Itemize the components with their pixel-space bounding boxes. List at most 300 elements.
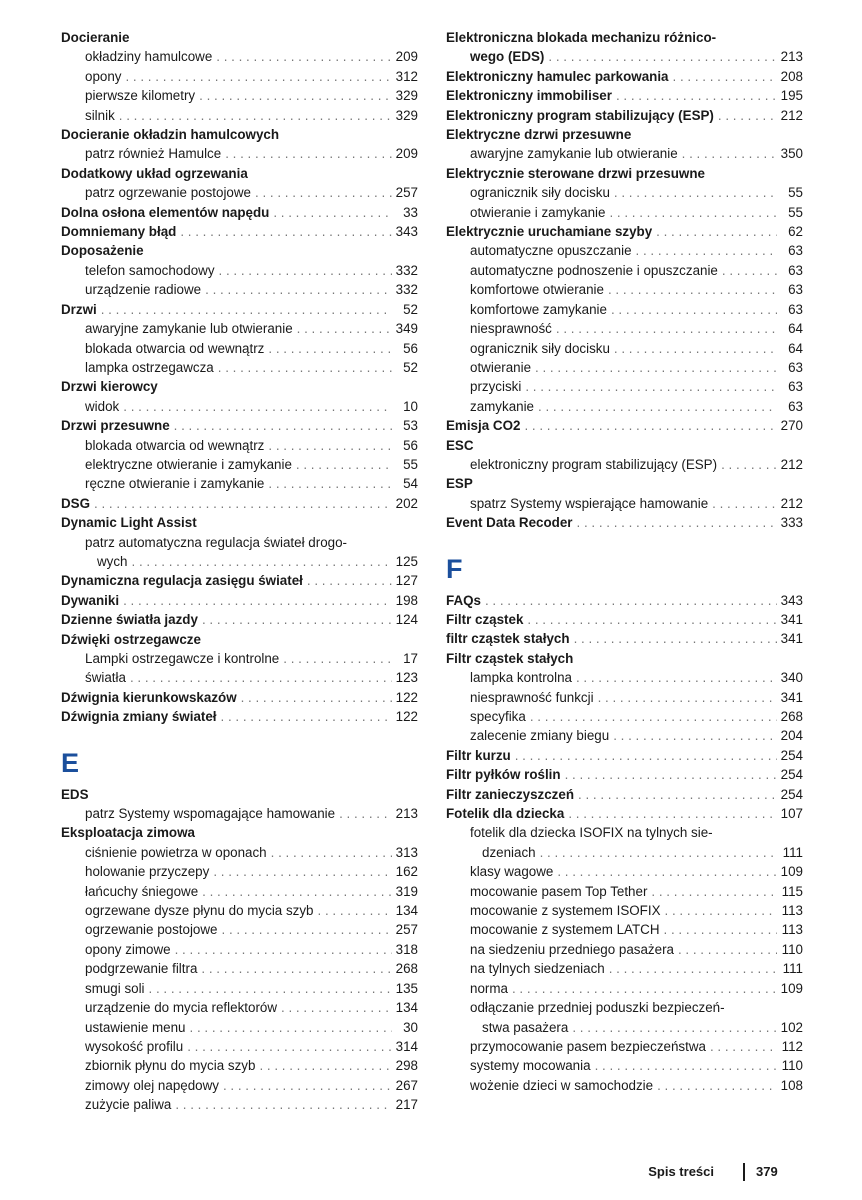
dot-leader: [578, 785, 777, 804]
index-entry: [446, 47, 803, 66]
dot-leader: [657, 1076, 777, 1095]
dot-leader: [241, 688, 392, 707]
dot-leader: [656, 222, 777, 241]
dot-leader: [608, 280, 777, 299]
entry-text: okładziny hamulcowe: [85, 49, 213, 65]
dot-leader: [565, 765, 777, 784]
index-subentry: [61, 1037, 418, 1056]
entry-text: na siedzeniu przedniego pasażera: [470, 941, 674, 957]
dot-leader: [712, 494, 777, 513]
entry-page-number: 212: [780, 107, 803, 123]
entry-text: blokada otwarcia od wewnątrz: [85, 437, 265, 453]
entry-page-number: 112: [781, 1038, 803, 1054]
index-entry: [61, 630, 418, 649]
entry-text: spatrz Systemy wspierające hamowanie: [470, 495, 709, 511]
index-column-left: [61, 28, 418, 1115]
entry-text: Filtr cząstek: [446, 611, 524, 627]
dot-leader: [535, 358, 777, 377]
dot-leader: [540, 843, 777, 862]
entry-text: Event Data Recoder: [446, 515, 573, 531]
entry-page-number: 134: [395, 1000, 418, 1016]
entry-text: Dźwignia zmiany świateł: [61, 709, 217, 725]
entry-text: systemy mocowania: [470, 1058, 591, 1074]
entry-page-number: 55: [788, 185, 803, 201]
index-subentry: [61, 843, 418, 862]
entry-page-number: 319: [395, 883, 418, 899]
index-entry: [446, 125, 803, 144]
index-entry: [61, 377, 418, 396]
entry-text: komfortowe otwieranie: [470, 282, 604, 298]
entry-page-number: 124: [395, 612, 418, 628]
entry-page-number: 111: [782, 961, 803, 977]
dot-leader: [616, 86, 777, 105]
dot-leader: [524, 416, 776, 435]
entry-page-number: 63: [788, 243, 803, 259]
entry-text: smugi soli: [85, 980, 145, 996]
dot-leader: [180, 222, 391, 241]
dot-leader: [538, 397, 777, 416]
dot-leader: [101, 300, 392, 319]
index-subentry: [446, 397, 803, 416]
dot-leader: [273, 203, 392, 222]
entry-page-number: 343: [780, 592, 803, 608]
entry-text: Filtr kurzu: [446, 747, 511, 763]
entry-page-number: 134: [395, 903, 418, 919]
index-subentry: [61, 86, 418, 105]
index-subentry: [446, 1037, 803, 1056]
dot-leader: [576, 668, 777, 687]
entry-text: automatyczne opuszczanie: [470, 243, 632, 259]
entry-page-number: 113: [781, 922, 803, 938]
index-subentry: [61, 358, 418, 377]
dot-leader: [665, 901, 778, 920]
dot-leader: [614, 183, 777, 202]
entry-page-number: 204: [780, 728, 803, 744]
index-subentry: [446, 339, 803, 358]
index-subentry: [446, 668, 803, 687]
entry-text: Drzwi kierowcy: [61, 379, 158, 395]
entry-page-number: 254: [780, 767, 803, 783]
entry-page-number: 208: [780, 68, 803, 84]
dot-leader: [515, 746, 777, 765]
entry-text: Dodatkowy układ ogrzewania: [61, 165, 248, 181]
dot-leader: [268, 339, 392, 358]
section-letter: E: [61, 747, 80, 778]
index-subentry: [446, 319, 803, 338]
section-letter: F: [446, 553, 463, 584]
entry-page-number: 127: [395, 573, 418, 589]
dot-leader: [225, 144, 391, 163]
dot-leader: [201, 959, 391, 978]
entry-text: wych: [97, 553, 128, 569]
index-subentry: [446, 280, 803, 299]
dot-leader: [595, 1056, 777, 1075]
index-entry: [61, 513, 418, 532]
index-entry: [61, 241, 418, 260]
index-subentry: [61, 804, 418, 823]
index-subentry: [446, 726, 803, 745]
entry-page-number: 54: [403, 476, 418, 492]
dot-leader: [255, 183, 392, 202]
index-subentry: [61, 339, 418, 358]
dot-leader: [221, 707, 392, 726]
index-entry: [446, 629, 803, 648]
index-subentry: [61, 920, 418, 939]
index-entry: [446, 513, 803, 532]
entry-page-number: 209: [395, 49, 418, 65]
entry-text: awaryjne zamykanie lub otwieranie: [85, 321, 293, 337]
entry-text: niesprawność: [470, 321, 552, 337]
entry-text: Dywaniki: [61, 592, 120, 608]
index-entry: [446, 765, 803, 784]
dot-leader: [598, 688, 777, 707]
entry-text: Elektroniczny program stabilizujący (ESP): [446, 107, 714, 123]
dot-leader: [548, 47, 776, 66]
entry-text: ogrzewane dysze płynu do mycia szyb: [85, 903, 314, 919]
entry-text: zimowy olej napędowy: [85, 1077, 219, 1093]
entry-page-number: 56: [403, 437, 418, 453]
entry-page-number: 111: [782, 844, 803, 860]
index-subentry: [61, 261, 418, 280]
index-subentry: [61, 862, 418, 881]
entry-text: awaryjne zamykanie lub otwieranie: [470, 146, 678, 162]
entry-page-number: 56: [403, 340, 418, 356]
dot-leader: [512, 979, 777, 998]
dot-leader: [125, 67, 391, 86]
entry-page-number: 110: [781, 941, 803, 957]
entry-page-number: 63: [788, 359, 803, 375]
entry-page-number: 350: [780, 146, 803, 162]
index-entry: [446, 610, 803, 629]
entry-text: Docieranie okładzin hamulcowych: [61, 127, 280, 143]
entry-page-number: 63: [788, 301, 803, 317]
entry-text: lampka kontrolna: [470, 670, 572, 686]
entry-page-number: 341: [780, 611, 803, 627]
index-subentry: [61, 998, 418, 1017]
entry-page-number: 318: [395, 941, 418, 957]
entry-text: EDS: [61, 786, 89, 802]
entry-text: ręczne otwieranie i zamykanie: [85, 476, 265, 492]
index-subentry: [61, 668, 418, 687]
index-subentry: [61, 979, 418, 998]
entry-text: odłączanie przedniej poduszki bezpieczeń-: [470, 1000, 725, 1016]
dot-leader: [281, 998, 392, 1017]
index-subentry: [61, 1018, 418, 1037]
entry-text: pierwsze kilometry: [85, 88, 196, 104]
entry-text: zbiornik płynu do mycia szyb: [85, 1058, 256, 1074]
dot-leader: [556, 319, 777, 338]
index-subentry: [61, 649, 418, 668]
index-entry: [446, 164, 803, 183]
dot-leader: [213, 862, 391, 881]
entry-page-number: 63: [788, 262, 803, 278]
entry-page-number: 254: [780, 747, 803, 763]
index-subentry: [446, 144, 803, 163]
entry-text: niesprawność funkcji: [470, 689, 594, 705]
entry-text: dzeniach: [482, 844, 536, 860]
entry-page-number: 125: [395, 553, 418, 569]
index-subentry: [61, 1056, 418, 1075]
entry-page-number: 52: [403, 359, 418, 375]
dot-leader: [174, 416, 392, 435]
dot-leader: [222, 920, 392, 939]
page-footer: [0, 1163, 862, 1185]
entry-page-number: 53: [403, 418, 418, 434]
entry-text: otwieranie i zamykanie: [470, 204, 606, 220]
entry-text: Elektrycznie sterowane drzwi przesuwne: [446, 165, 705, 181]
dot-leader: [613, 726, 776, 745]
entry-page-number: 198: [395, 592, 418, 608]
entry-page-number: 212: [780, 495, 803, 511]
dot-leader: [651, 882, 777, 901]
entry-text: widok: [85, 398, 120, 414]
entry-text: Fotelik dla dziecka: [446, 806, 565, 822]
entry-text: Dynamic Light Assist: [61, 515, 197, 531]
entry-page-number: 102: [780, 1019, 803, 1035]
entry-page-number: 122: [395, 709, 418, 725]
entry-page-number: 313: [395, 844, 418, 860]
dot-leader: [202, 882, 392, 901]
entry-page-number: 267: [395, 1077, 418, 1093]
entry-text: specyfika: [470, 709, 526, 724]
index-entry: [61, 571, 418, 590]
index-subentry: [446, 261, 803, 280]
dot-leader: [94, 494, 392, 513]
index-entry: [446, 86, 803, 105]
index-subentry: [61, 397, 418, 416]
entry-text: patrz Systemy wspomagające hamowanie: [85, 806, 336, 822]
dot-leader: [557, 862, 776, 881]
entry-text: łańcuchy śniegowe: [85, 883, 199, 899]
entry-text: Dźwięki ostrzegawcze: [61, 631, 201, 647]
entry-text: Dolna osłona elementów napędu: [61, 204, 270, 220]
entry-page-number: 64: [788, 321, 803, 337]
entry-page-number: 162: [395, 864, 418, 880]
index-subentry: [61, 959, 418, 978]
dot-leader: [614, 339, 777, 358]
dot-leader: [187, 1037, 391, 1056]
entry-text: automatyczne podnoszenie i opuszczanie: [470, 262, 718, 278]
index-entry: [446, 804, 803, 823]
entry-page-number: 329: [395, 88, 418, 104]
dot-leader: [318, 901, 392, 920]
entry-text: silnik: [85, 107, 115, 123]
entry-page-number: 52: [403, 301, 418, 317]
index-entry: [61, 125, 418, 144]
dot-leader: [710, 1037, 777, 1056]
dot-leader: [609, 959, 777, 978]
dot-leader: [574, 629, 777, 648]
entry-page-number: 202: [395, 495, 418, 511]
entry-text: ESC: [446, 437, 474, 453]
dot-leader: [223, 1076, 392, 1095]
entry-text: wysokość profilu: [85, 1038, 184, 1054]
entry-text: Eksploatacja zimowa: [61, 825, 195, 841]
index-entry: [61, 707, 418, 726]
entry-text: opony zimowe: [85, 941, 171, 957]
index-entry: [446, 67, 803, 86]
index-subentry: [61, 474, 418, 493]
index-subentry: [446, 940, 803, 959]
index-subentry: [446, 241, 803, 260]
index-entry: [61, 823, 418, 842]
dot-leader: [568, 804, 776, 823]
entry-page-number: 341: [780, 631, 803, 647]
entry-text: klasy wagowe: [470, 864, 554, 880]
entry-text: otwieranie: [470, 359, 532, 375]
index-subentry: [61, 280, 418, 299]
dot-leader: [673, 67, 777, 86]
dot-leader: [307, 571, 392, 590]
entry-text: Elektryczne dzrwi przesuwne: [446, 127, 632, 143]
entry-page-number: 108: [780, 1077, 803, 1093]
index-subentry: [61, 901, 418, 920]
entry-text: holowanie przyczepy: [85, 864, 210, 880]
entry-page-number: 343: [395, 224, 418, 240]
dot-leader: [577, 513, 777, 532]
index-subentry: [446, 901, 803, 920]
entry-page-number: 135: [395, 980, 418, 996]
entry-page-number: 270: [780, 418, 803, 434]
entry-text: Filtr pyłków roślin: [446, 767, 561, 783]
dot-leader: [722, 261, 777, 280]
entry-text: Elektrycznie uruchamiane szyby: [446, 224, 653, 240]
entry-page-number: 63: [788, 398, 803, 414]
index-entry: [61, 610, 418, 629]
entry-page-number: 329: [395, 107, 418, 123]
entry-text: filtr cząstek stałych: [446, 631, 570, 647]
entry-page-number: 110: [781, 1058, 803, 1074]
footer-page-number: 379: [756, 1164, 778, 1179]
entry-page-number: 107: [780, 806, 803, 822]
index-entry: [446, 746, 803, 765]
dot-leader: [205, 280, 392, 299]
index-entry: [446, 222, 803, 241]
entry-text: FAQs: [446, 592, 481, 608]
dot-leader: [123, 397, 392, 416]
entry-text: mocowanie z systemem ISOFIX: [470, 903, 661, 919]
entry-text: ogranicznik siły docisku: [470, 340, 610, 356]
entry-text: Elektroniczna blokada mechanizu różnico-: [446, 30, 717, 45]
entry-page-number: 33: [403, 204, 418, 220]
entry-page-number: 257: [395, 922, 418, 938]
entry-page-number: 109: [780, 864, 803, 880]
dot-leader: [259, 1056, 391, 1075]
entry-page-number: 123: [395, 670, 418, 686]
entry-text: fotelik dla dziecka ISOFIX na tylnych sie-: [470, 825, 713, 841]
entry-text: Elektroniczny hamulec parkowania: [446, 68, 669, 84]
entry-page-number: 109: [780, 980, 803, 996]
entry-text: ogrzewanie postojowe: [85, 922, 218, 938]
footer-section-title: Spis treści: [648, 1164, 714, 1179]
entry-text: wego (EDS): [470, 49, 545, 65]
entry-text: elektroniczny program stabilizujący (ESP): [470, 456, 718, 472]
entry-text: przymocowanie pasem bezpieczeństwa: [470, 1038, 706, 1054]
dot-leader: [202, 610, 392, 629]
dot-leader: [283, 649, 392, 668]
entry-text: stwa pasażera: [482, 1019, 569, 1035]
entry-text: Filtr zanieczyszczeń: [446, 786, 575, 802]
dot-leader: [123, 591, 392, 610]
index-entry: [446, 649, 803, 668]
dot-leader: [721, 455, 777, 474]
entry-text: elektryczne otwieranie i zamykanie: [85, 456, 292, 472]
index-entry: [446, 416, 803, 435]
index-subentry: [446, 203, 803, 222]
dot-leader: [611, 300, 777, 319]
entry-page-number: 213: [395, 806, 418, 822]
entry-text: opony: [85, 68, 122, 84]
entry-page-number: 55: [403, 456, 418, 472]
entry-text: patrz ogrzewanie postojowe: [85, 185, 251, 201]
index-entry: [61, 785, 418, 804]
entry-text: telefon samochodowy: [85, 262, 215, 278]
entry-text: Elektroniczny immobiliser: [446, 88, 612, 104]
index-subentry: [61, 1076, 418, 1095]
index-subentry: [446, 688, 803, 707]
index-subentry: [446, 920, 803, 939]
index-subentry: [446, 1076, 803, 1095]
index-subentry: [61, 882, 418, 901]
entry-page-number: 10: [403, 398, 418, 414]
entry-page-number: 122: [395, 689, 418, 705]
entry-page-number: 332: [395, 282, 418, 298]
dot-leader: [119, 106, 392, 125]
entry-text: wożenie dzieci w samochodzie: [470, 1077, 654, 1093]
entry-text: Docieranie: [61, 30, 130, 45]
entry-page-number: 257: [395, 185, 418, 201]
index-subentry: [61, 940, 418, 959]
dot-leader: [271, 843, 392, 862]
entry-page-number: 17: [403, 651, 418, 666]
entry-text: ciśnienie powietrza w oponach: [85, 844, 267, 860]
entry-page-number: 312: [395, 68, 418, 84]
entry-page-number: 217: [395, 1097, 418, 1113]
entry-text: światła: [85, 670, 126, 686]
entry-text: komfortowe zamykanie: [470, 301, 607, 317]
index-entry: [61, 222, 418, 241]
dot-leader: [485, 591, 777, 610]
dot-leader: [609, 203, 777, 222]
entry-page-number: 30: [403, 1019, 418, 1035]
index-entry: [61, 416, 418, 435]
index-subentry: [61, 436, 418, 455]
entry-text: Lampki ostrzegawcze i kontrolne: [85, 651, 280, 666]
dot-leader: [530, 707, 777, 726]
index-subentry: [446, 823, 803, 842]
dot-leader: [190, 1018, 393, 1037]
dot-leader: [199, 86, 392, 105]
dot-leader: [296, 455, 392, 474]
entry-text: mocowanie z systemem LATCH: [470, 922, 660, 938]
entry-text: Dynamiczna regulacja zasięgu świateł: [61, 573, 303, 589]
entry-text: zamykanie: [470, 398, 535, 414]
entry-text: przyciski: [470, 379, 522, 395]
index-subentry: [446, 862, 803, 881]
index-subentry: [61, 144, 418, 163]
index-entry: [446, 591, 803, 610]
dot-leader: [339, 804, 392, 823]
index-subentry: [61, 183, 418, 202]
index-subentry: [446, 707, 803, 726]
entry-page-number: 195: [780, 88, 803, 104]
entry-text: Emisja CO2: [446, 418, 521, 434]
entry-text: urządzenie do mycia reflektorów: [85, 1000, 278, 1016]
entry-page-number: 213: [780, 49, 803, 65]
index-entry: [61, 28, 418, 47]
entry-page-number: 62: [788, 224, 803, 240]
dot-leader: [525, 377, 777, 396]
